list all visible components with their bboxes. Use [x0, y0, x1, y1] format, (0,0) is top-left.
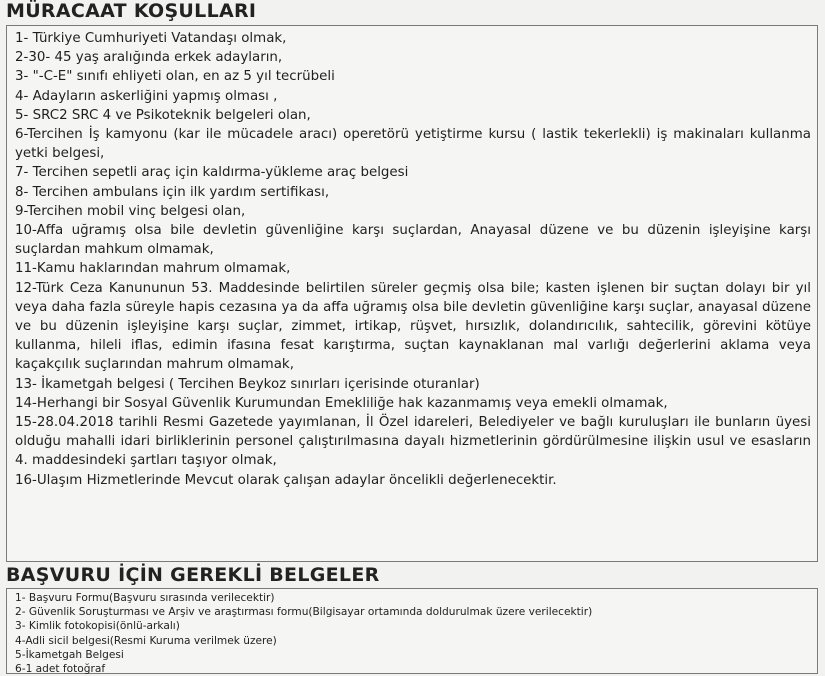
document-item: 4-Adli sicil belgesi(Resmi Kuruma verilmek üzere)	[15, 634, 277, 647]
condition-item: 6-Tercihen İş kamyonu (kar ile mücadele aracı) operetörü yetiştirme kursu ( lastik tekerlekli) iş makinaları kullanma yetki belgesi,	[15, 127, 811, 162]
condition-item: 1- Türkiye Cumhuriyeti Vatandaşı olmak,	[15, 31, 287, 46]
condition-item: 5- SRC2 SRC 4 ve Psikoteknik belgeleri olan,	[15, 107, 311, 123]
condition-item: 9-Tercihen mobil vinç belgesi olan,	[15, 203, 246, 219]
condition-item: 14-Herhangi bir Sosyal Güvenlik Kurumundan Emekliliğe hak kazanmamış veya emekli olmamak,	[15, 395, 668, 411]
condition-item: 3- "-C-E" sınıfı ehliyeti olan, en az 5 yıl tecrübeli	[15, 69, 335, 85]
section-title-required-documents: BAŞVURU İÇİN GEREKLİ BELGELER	[6, 564, 380, 586]
condition-item: 7- Tercihen sepetli araç için kaldırma-yükleme araç belgesi	[15, 165, 409, 181]
condition-item: 4- Adayların askerliğini yapmış olması ,	[15, 88, 278, 104]
documents-box	[6, 588, 818, 674]
condition-item: 12-Türk Ceza Kanununun 53. Maddesinde belirtilen süreler geçmiş olsa bile; kasten işlenen bir suçtan dolayı bir yıl veya daha fazla süreyle hapis cezasına ya da affa uğramış olsa bile devletin güvenliğine karşı suçlar, anayasal düzene ve bu düzenin işleyişine karşı suçlar, zimmet, irtikap, rüşvet, hırsızlık, dolandırıcılık, sahtecilik, görevini kötüye kullanma, hileli iflas, edimin ifasına fesat karıştırma, suçtan kaynaklanan mal varlığı değerlerini aklama veya kaçakçılık suçlarından mahrum olmamak,	[15, 280, 811, 373]
document-item: 5-İkametgah Belgesi	[15, 648, 124, 661]
document-item: 3- Kimlik fotokopisi(önlü-arkalı)	[15, 620, 180, 633]
condition-item: 15-28.04.2018 tarihli Resmi Gazetede yayımlanan, İl Özel idareleri, Belediyeler ve bağlı kuruluşları ile bunların üyesi olduğu mahalli idari birliklerinin personel çalıştırılmasına dayalı hizmetlerinin gördürülmesine ilişkin usul ve esasların 4. maddesindeki şartları taşıyor olmak,	[15, 415, 811, 469]
document-item: 2- Güvenlik Soruşturması ve Arşiv ve araştırması formu(Bilgisayar ortamında doldurulmak üzere verilecektir)	[15, 606, 593, 619]
section-title-application-conditions: MÜRACAAT KOŞULLARI	[6, 0, 257, 22]
condition-item: 11-Kamu haklarından mahrum olmamak,	[15, 261, 291, 277]
document-item: 6-1 adet fotoğraf	[15, 663, 106, 676]
document-item: 1- Başvuru Formu(Başvuru sırasında verilecektir)	[15, 592, 275, 604]
conditions-box	[6, 25, 818, 562]
condition-item: 2-30- 45 yaş aralığında erkek adayların,	[15, 50, 283, 66]
condition-item: 10-Affa uğramış olsa bile devletin güvenliğine karşı suçlardan, Anayasal düzene ve bu düzenin işleyişine karşı suçlardan mahkum olmamak,	[15, 223, 811, 258]
condition-item: 13- İkametgah belgesi ( Tercihen Beykoz sınırları içerisinde oturanlar)	[15, 376, 480, 392]
condition-item: 16-Ulaşım Hizmetlerinde Mevcut olarak çalışan adaylar öncelikli değerlenecektir.	[15, 472, 557, 488]
condition-item: 8- Tercihen ambulans için ilk yardım sertifikası,	[15, 184, 330, 200]
